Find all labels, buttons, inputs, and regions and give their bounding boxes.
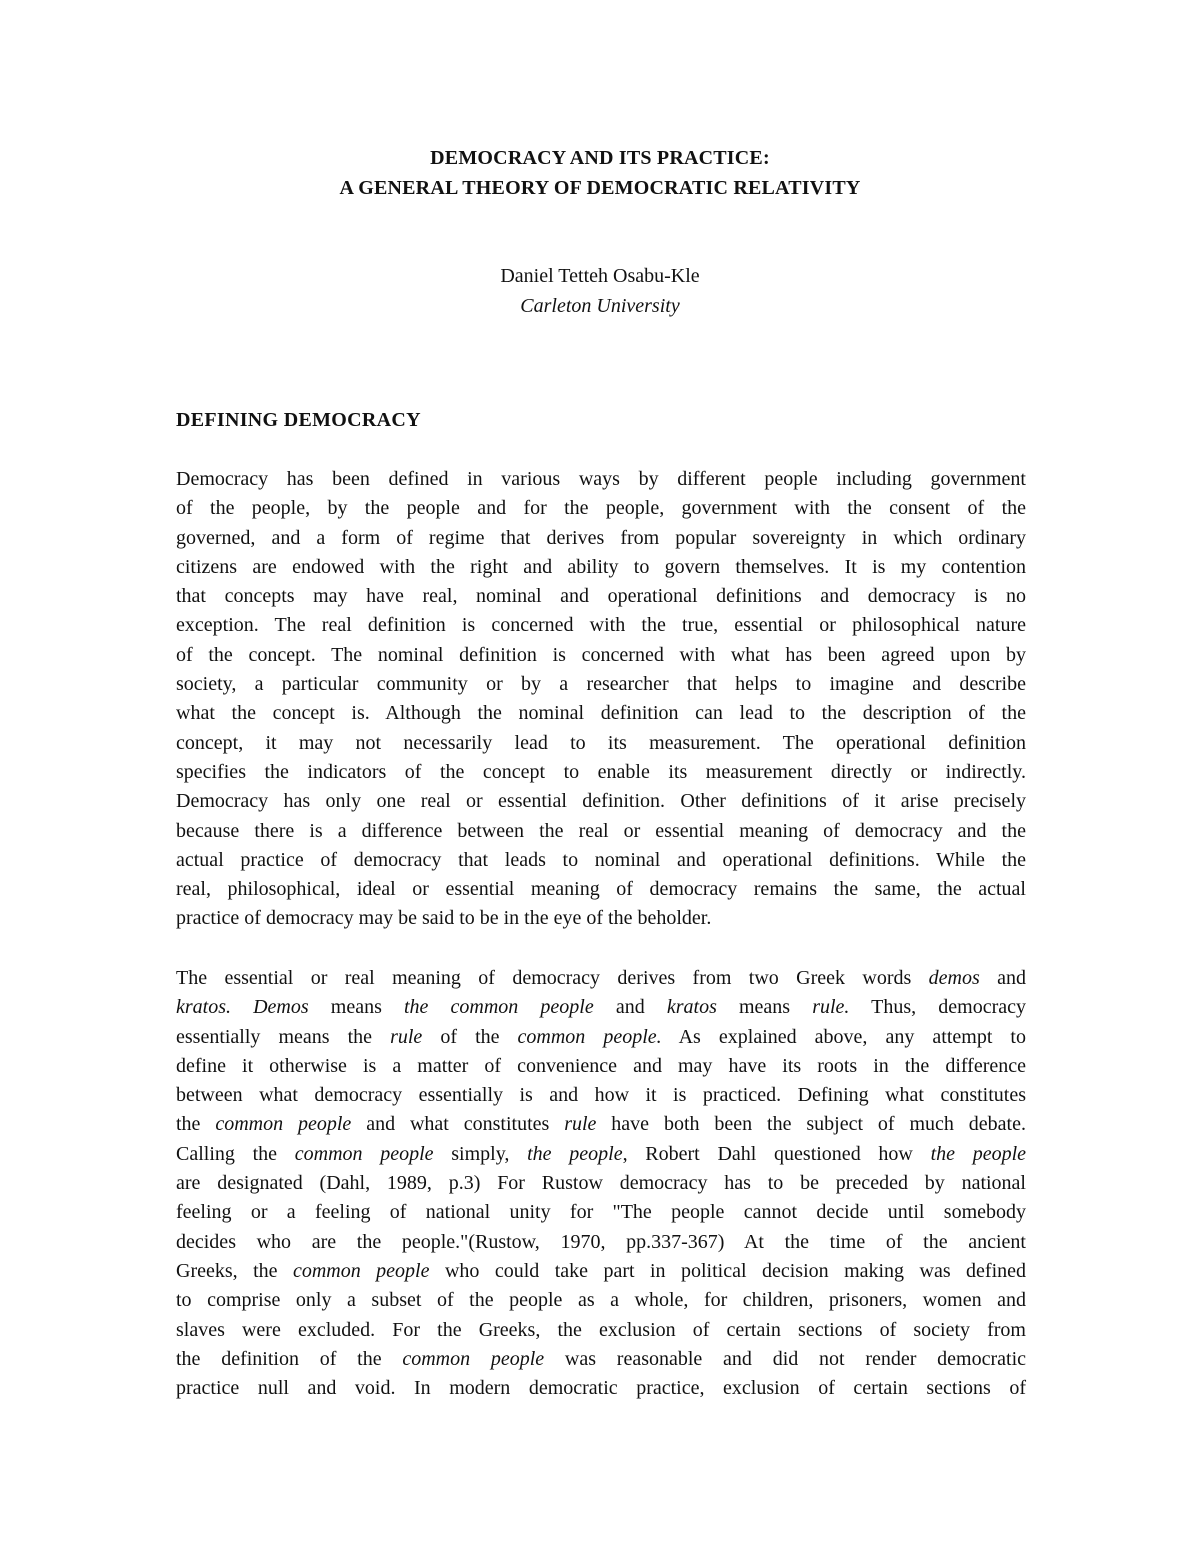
text-line: Democracy has only one real or essential definition. Other definitions of it arise precisely	[176, 790, 1026, 813]
paragraph-1	[176, 465, 1026, 934]
text-line: Democracy has been defined in various ways by different people including government	[176, 468, 1026, 490]
italic-term: rule.	[812, 996, 850, 1019]
italic-term: common people	[294, 1142, 434, 1165]
text-line: because there is a difference between the real or essential meaning of democracy and the	[176, 819, 1026, 842]
text-line: essentially means the rule of the common people. As explained above, any attempt to	[176, 1025, 1026, 1048]
text-line: to comprise only a subset of the people as a whole, for children, prisoners, women and	[176, 1289, 1026, 1312]
italic-term: kratos. Demos	[176, 996, 309, 1019]
text-line: Greeks, the common people who could take part in political decision making was defined	[176, 1259, 1027, 1282]
text-line: actual practice of democracy that leads to nominal and operational definitions. While the	[176, 848, 1026, 871]
italic-term: common people.	[517, 1025, 662, 1048]
text-line: kratos. Demos means the common people and kratos means rule. Thus, democracy	[176, 996, 1026, 1019]
text-line: practice of democracy may be said to be in the eye of the beholder.	[176, 907, 712, 930]
italic-term: rule	[564, 1113, 597, 1136]
section-heading: DEFINING DEMOCRACY	[176, 409, 421, 431]
text-line: slaves were excluded. For the Greeks, the exclusion of certain sections of society from	[176, 1318, 1026, 1341]
text-line: governed, and a form of regime that derives from popular sovereignty in which ordinary	[176, 526, 1026, 549]
paper-title	[0, 143, 1200, 203]
italic-term: kratos	[666, 996, 717, 1019]
italic-term: common people	[292, 1259, 430, 1282]
paragraph-2	[176, 964, 1026, 1403]
text-line: feeling or a feeling of national unity for "The people cannot decide until somebody	[176, 1201, 1026, 1224]
text-line: citizens are endowed with the right and ability to govern themselves. It is my contention	[176, 555, 1026, 578]
italic-term: the common people	[404, 996, 594, 1019]
text-line: Calling the common people simply, the people, Robert Dahl questioned how the people	[176, 1142, 1027, 1165]
text-line: specifies the indicators of the concept to enable its measurement directly or indirectly.	[176, 760, 1026, 783]
text-line: of the people, by the people and for the people, government with the consent of the	[176, 497, 1026, 520]
italic-term: the people	[527, 1142, 623, 1165]
text-line: practice null and void. In modern democratic practice, exclusion of certain sections of	[176, 1377, 1026, 1400]
text-line: the definition of the common people was reasonable and did not render democratic	[176, 1347, 1026, 1370]
italic-term: rule	[390, 1025, 423, 1048]
italic-term: demos	[928, 967, 980, 989]
text-line: society, a particular community or by a researcher that helps to imagine and describe	[176, 673, 1026, 696]
author-affiliation: Carleton University	[520, 295, 680, 317]
text-line: define it otherwise is a matter of convenience and may have its roots in the difference	[176, 1054, 1026, 1077]
text-line: the common people and what constitutes rule have both been the subject of much debate.	[176, 1113, 1026, 1136]
text-line: of the concept. The nominal definition is concerned with what has been agreed upon by	[176, 643, 1026, 666]
text-line: concept, it may not necessarily lead to its measurement. The operational definition	[176, 731, 1026, 754]
text-line: decides who are the people."(Rustow, 1970, pp.337-367) At the time of the ancient	[176, 1230, 1026, 1253]
author-block	[0, 261, 1200, 321]
text-line: exception. The real definition is concerned with the true, essential or philosophical nature	[176, 614, 1026, 637]
title-line-1: DEMOCRACY AND ITS PRACTICE:	[430, 147, 770, 169]
text-line: real, philosophical, ideal or essential meaning of democracy remains the same, the actual	[176, 878, 1026, 901]
text-line: what the concept is. Although the nominal definition can lead to the description of the	[176, 702, 1026, 725]
italic-term: common people	[402, 1347, 545, 1370]
text-line: are designated (Dahl, 1989, p.3) For Rustow democracy has to be preceded by national	[176, 1172, 1026, 1195]
text-line: between what democracy essentially is and how it is practiced. Defining what constitutes	[176, 1084, 1026, 1107]
title-line-2: A GENERAL THEORY OF DEMOCRATIC RELATIVITY	[339, 177, 861, 199]
text-line: that concepts may have real, nominal and operational definitions and democracy is no	[176, 585, 1026, 608]
italic-term: common people	[215, 1113, 352, 1136]
author-name: Daniel Tetteh Osabu-Kle	[500, 265, 700, 287]
text-line: The essential or real meaning of democracy derives from two Greek words demos and	[176, 967, 1026, 989]
italic-term: the people	[930, 1142, 1027, 1165]
